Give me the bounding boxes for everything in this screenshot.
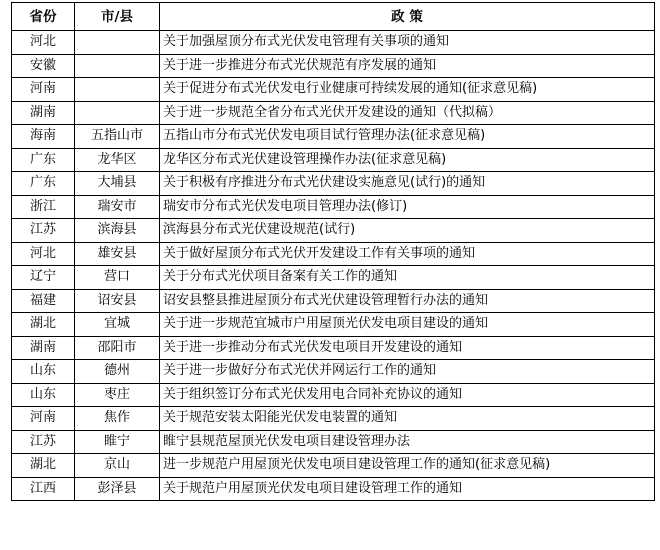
policy-cell: 关于进一步做好分布式光伏并网运行工作的通知: [160, 360, 655, 384]
city-cell: 焦作: [75, 407, 160, 431]
table-row: [12, 242, 655, 266]
table-body: [12, 31, 655, 501]
table-row: [12, 454, 655, 478]
city-cell: 德州: [75, 360, 160, 384]
province-cell: 浙江: [12, 195, 75, 219]
city-cell: 宜城: [75, 313, 160, 337]
province-cell: 河北: [12, 31, 75, 55]
province-cell: 福建: [12, 289, 75, 313]
policy-cell: 五指山市分布式光伏发电项目试行管理办法(征求意见稿): [160, 125, 655, 149]
province-cell: 湖南: [12, 336, 75, 360]
city-cell: 邵阳市: [75, 336, 160, 360]
province-cell: 湖南: [12, 101, 75, 125]
policy-cell: 诏安县整县推进屋顶分布式光伏建设管理暂行办法的通知: [160, 289, 655, 313]
table-row: [12, 360, 655, 384]
province-cell: 江西: [12, 477, 75, 501]
province-cell: 辽宁: [12, 266, 75, 290]
table-row: [12, 195, 655, 219]
table-row: [12, 101, 655, 125]
city-cell: 雄安县: [75, 242, 160, 266]
table-row: [12, 266, 655, 290]
header-policy: 政 策: [160, 3, 655, 31]
table-row: [12, 54, 655, 78]
city-cell: [75, 54, 160, 78]
province-cell: 安徽: [12, 54, 75, 78]
policy-cell: 关于积极有序推进分布式光伏建设实施意见(试行)的通知: [160, 172, 655, 196]
policy-cell: 关于进一步规范全省分布式光伏开发建设的通知（代拟稿）: [160, 101, 655, 125]
city-cell: 彭泽县: [75, 477, 160, 501]
table-row: [12, 407, 655, 431]
policy-cell: 睢宁县规范屋顶光伏发电项目建设管理办法: [160, 430, 655, 454]
table-row: [12, 31, 655, 55]
policy-cell: 关于规范安装太阳能光伏发电装置的通知: [160, 407, 655, 431]
city-cell: 枣庄: [75, 383, 160, 407]
table-row: [12, 336, 655, 360]
province-cell: 河北: [12, 242, 75, 266]
province-cell: 广东: [12, 172, 75, 196]
table-row: [12, 172, 655, 196]
city-cell: 大埔县: [75, 172, 160, 196]
city-cell: 睢宁: [75, 430, 160, 454]
policy-cell: 关于加强屋顶分布式光伏发电管理有关事项的通知: [160, 31, 655, 55]
province-cell: 山东: [12, 360, 75, 384]
city-cell: [75, 78, 160, 102]
policy-table-container: [11, 2, 654, 501]
table-row: [12, 148, 655, 172]
header-province: 省份: [12, 3, 75, 31]
city-cell: 京山: [75, 454, 160, 478]
table-row: [12, 219, 655, 243]
policy-cell: 关于分布式光伏项目备案有关工作的通知: [160, 266, 655, 290]
policy-cell: 关于促进分布式光伏发电行业健康可持续发展的通知(征求意见稿): [160, 78, 655, 102]
table-row: [12, 383, 655, 407]
province-cell: 山东: [12, 383, 75, 407]
city-cell: [75, 101, 160, 125]
header-row: [12, 3, 655, 31]
province-cell: 江苏: [12, 219, 75, 243]
province-cell: 江苏: [12, 430, 75, 454]
city-cell: 滨海县: [75, 219, 160, 243]
policy-cell: 关于做好屋顶分布式光伏开发建设工作有关事项的通知: [160, 242, 655, 266]
policy-cell: 关于进一步推进分布式光伏规范有序发展的通知: [160, 54, 655, 78]
city-cell: 五指山市: [75, 125, 160, 149]
header-city: 市/县: [75, 3, 160, 31]
policy-cell: 进一步规范户用屋顶光伏发电项目建设管理工作的通知(征求意见稿): [160, 454, 655, 478]
province-cell: 湖北: [12, 454, 75, 478]
policy-table: [11, 2, 655, 501]
table-row: [12, 313, 655, 337]
policy-cell: 滨海县分布式光伏建设规范(试行): [160, 219, 655, 243]
table-row: [12, 430, 655, 454]
policy-cell: 龙华区分布式光伏建设管理操作办法(征求意见稿): [160, 148, 655, 172]
province-cell: 湖北: [12, 313, 75, 337]
policy-cell: 关于进一步规范宜城市户用屋顶光伏发电项目建设的通知: [160, 313, 655, 337]
city-cell: [75, 31, 160, 55]
province-cell: 海南: [12, 125, 75, 149]
policy-cell: 关于规范户用屋顶光伏发电项目建设管理工作的通知: [160, 477, 655, 501]
policy-cell: 关于组织签订分布式光伏发用电合同补充协议的通知: [160, 383, 655, 407]
policy-cell: 关于进一步推动分布式光伏发电项目开发建设的通知: [160, 336, 655, 360]
table-header: [12, 3, 655, 31]
table-row: [12, 477, 655, 501]
city-cell: 龙华区: [75, 148, 160, 172]
city-cell: 瑞安市: [75, 195, 160, 219]
province-cell: 河南: [12, 78, 75, 102]
city-cell: 营口: [75, 266, 160, 290]
policy-cell: 瑞安市分布式光伏发电项目管理办法(修订): [160, 195, 655, 219]
city-cell: 诏安县: [75, 289, 160, 313]
province-cell: 广东: [12, 148, 75, 172]
table-row: [12, 289, 655, 313]
table-row: [12, 125, 655, 149]
province-cell: 河南: [12, 407, 75, 431]
table-row: [12, 78, 655, 102]
